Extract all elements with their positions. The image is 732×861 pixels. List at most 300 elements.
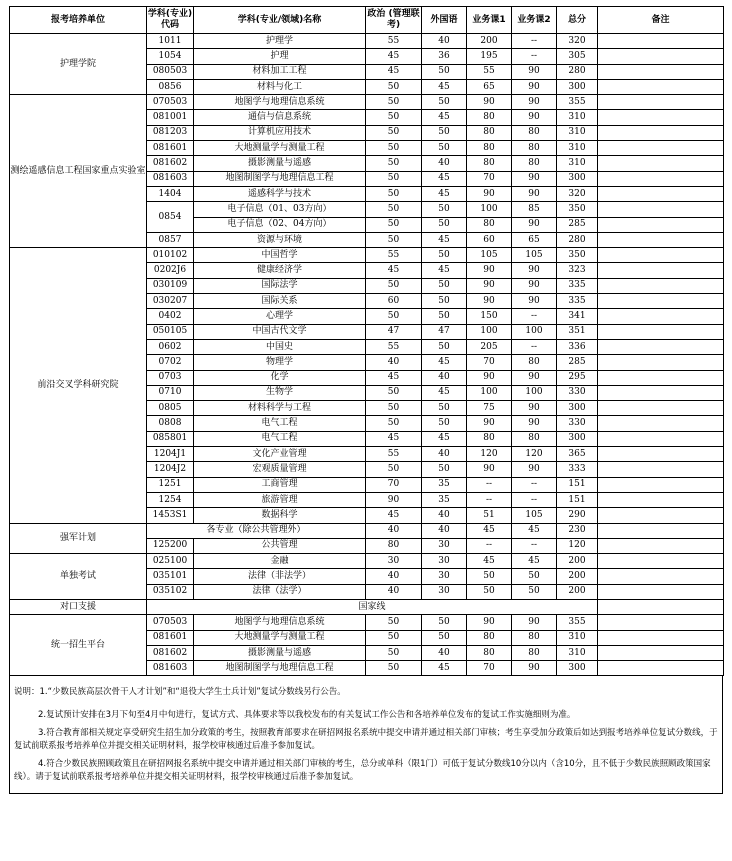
code-cell: 0805 bbox=[147, 401, 194, 416]
remark-cell bbox=[598, 554, 724, 569]
subject-name-cell: 遥感科学与技术 bbox=[194, 186, 366, 201]
total-score-cell: 280 bbox=[557, 64, 598, 79]
header-row bbox=[10, 7, 724, 34]
code-cell: 1404 bbox=[147, 186, 194, 201]
course2-score-cell: 85 bbox=[512, 202, 557, 217]
total-score-cell: 300 bbox=[557, 431, 598, 446]
foreign-language-score-cell: 50 bbox=[422, 309, 467, 324]
politics-score-cell: 50 bbox=[366, 661, 422, 676]
header-politics: 政治 (管理联考) bbox=[366, 7, 422, 34]
foreign-language-score-cell: 50 bbox=[422, 217, 467, 232]
subject-name-cell: 国际法学 bbox=[194, 278, 366, 293]
remark-cell bbox=[598, 401, 724, 416]
code-cell: 0856 bbox=[147, 79, 194, 94]
course2-score-cell: 80 bbox=[512, 630, 557, 645]
course2-score-cell: 100 bbox=[512, 385, 557, 400]
subject-name-cell: 中国古代文学 bbox=[194, 324, 366, 339]
politics-score-cell: 90 bbox=[366, 492, 422, 507]
remark-cell bbox=[598, 462, 724, 477]
course2-score-cell: 80 bbox=[512, 645, 557, 660]
course2-score-cell: 45 bbox=[512, 523, 557, 538]
foreign-language-score-cell: 40 bbox=[422, 34, 467, 49]
code-cell: 1251 bbox=[147, 477, 194, 492]
total-score-cell: 310 bbox=[557, 141, 598, 156]
course2-score-cell: 45 bbox=[512, 554, 557, 569]
remark-cell bbox=[598, 661, 724, 676]
table-row bbox=[10, 615, 724, 630]
code-cell: 070503 bbox=[147, 95, 194, 110]
notes-section bbox=[9, 676, 723, 794]
subject-name-cell: 摄影测量与遥感 bbox=[194, 156, 366, 171]
note-paragraph: 3.符合教育部相关规定享受研究生招生加分政策的考生，按照教育部要求在研招网报名系统中提交申请并通过相关部门审核；考生享受加分政策后如达到报考培养单位复试分数线，于复试前联系报考培养单位并提交相关证明材料，报学校审核通过后准予参加复试。 bbox=[14, 728, 718, 751]
course2-score-cell: -- bbox=[512, 34, 557, 49]
course1-score-cell: 80 bbox=[467, 125, 512, 140]
subject-name-cell: 地图学与地理信息系统 bbox=[194, 615, 366, 630]
course1-score-cell: 75 bbox=[467, 401, 512, 416]
subject-name-cell: 材料加工工程 bbox=[194, 64, 366, 79]
course2-score-cell: 90 bbox=[512, 294, 557, 309]
politics-score-cell: 50 bbox=[366, 232, 422, 247]
course2-score-cell: 90 bbox=[512, 615, 557, 630]
politics-score-cell: 80 bbox=[366, 538, 422, 553]
subject-name-cell: 中国史 bbox=[194, 339, 366, 354]
unit-name-cell: 对口支援 bbox=[10, 599, 147, 614]
politics-score-cell: 50 bbox=[366, 202, 422, 217]
note-paragraph: 说明：1.“少数民族高层次骨干人才计划”和“退役大学生士兵计划”复试分数线另行公告。 bbox=[14, 687, 346, 698]
subject-name-cell: 国际关系 bbox=[194, 294, 366, 309]
remark-cell bbox=[598, 385, 724, 400]
total-score-cell: 330 bbox=[557, 385, 598, 400]
course2-score-cell: 90 bbox=[512, 462, 557, 477]
course1-score-cell: 90 bbox=[467, 615, 512, 630]
course1-score-cell: 90 bbox=[467, 186, 512, 201]
foreign-language-score-cell: 40 bbox=[422, 523, 467, 538]
code-cell: 025100 bbox=[147, 554, 194, 569]
subject-name-cell: 旅游管理 bbox=[194, 492, 366, 507]
course1-score-cell: 80 bbox=[467, 645, 512, 660]
remark-cell bbox=[598, 110, 724, 125]
total-score-cell: 230 bbox=[557, 523, 598, 538]
course2-score-cell: 90 bbox=[512, 661, 557, 676]
course2-score-cell: 80 bbox=[512, 141, 557, 156]
remark-cell bbox=[598, 171, 724, 186]
remark-cell bbox=[598, 630, 724, 645]
foreign-language-score-cell: 50 bbox=[422, 64, 467, 79]
subject-name-cell: 法律（法学） bbox=[194, 584, 366, 599]
header-course1: 业务课1 bbox=[467, 7, 512, 34]
course1-score-cell: 150 bbox=[467, 309, 512, 324]
foreign-language-score-cell: 50 bbox=[422, 294, 467, 309]
politics-score-cell: 50 bbox=[366, 141, 422, 156]
course2-score-cell: 90 bbox=[512, 64, 557, 79]
remark-cell bbox=[598, 217, 724, 232]
politics-score-cell: 50 bbox=[366, 615, 422, 630]
politics-score-cell: 40 bbox=[366, 355, 422, 370]
code-cell: 030207 bbox=[147, 294, 194, 309]
remark-cell bbox=[598, 64, 724, 79]
code-cell: 1204J2 bbox=[147, 462, 194, 477]
subject-name-cell: 公共管理 bbox=[194, 538, 366, 553]
foreign-language-score-cell: 50 bbox=[422, 630, 467, 645]
code-cell: 030109 bbox=[147, 278, 194, 293]
subject-name-cell: 金融 bbox=[194, 554, 366, 569]
politics-score-cell: 50 bbox=[366, 309, 422, 324]
politics-score-cell: 47 bbox=[366, 324, 422, 339]
total-score-cell: 320 bbox=[557, 186, 598, 201]
course1-score-cell: 90 bbox=[467, 263, 512, 278]
subject-name-cell: 地图学与地理信息系统 bbox=[194, 95, 366, 110]
foreign-language-score-cell: 50 bbox=[422, 202, 467, 217]
code-cell: 0854 bbox=[147, 202, 194, 233]
subject-name-cell: 数据科学 bbox=[194, 508, 366, 523]
foreign-language-score-cell: 45 bbox=[422, 263, 467, 278]
total-score-cell: 200 bbox=[557, 584, 598, 599]
course1-score-cell: 45 bbox=[467, 523, 512, 538]
course2-score-cell: 105 bbox=[512, 248, 557, 263]
foreign-language-score-cell: 45 bbox=[422, 79, 467, 94]
foreign-language-score-cell: 30 bbox=[422, 569, 467, 584]
code-cell: 0702 bbox=[147, 355, 194, 370]
foreign-language-score-cell: 50 bbox=[422, 95, 467, 110]
politics-score-cell: 50 bbox=[366, 171, 422, 186]
course2-score-cell: -- bbox=[512, 492, 557, 507]
course2-score-cell: -- bbox=[512, 477, 557, 492]
course2-score-cell: 90 bbox=[512, 370, 557, 385]
politics-score-cell: 50 bbox=[366, 630, 422, 645]
course1-score-cell: -- bbox=[467, 538, 512, 553]
politics-score-cell: 55 bbox=[366, 248, 422, 263]
foreign-language-score-cell: 47 bbox=[422, 324, 467, 339]
course1-score-cell: 70 bbox=[467, 355, 512, 370]
header-name: 学科(专业/领域)名称 bbox=[194, 7, 366, 34]
total-score-cell: 341 bbox=[557, 309, 598, 324]
remark-cell bbox=[598, 370, 724, 385]
foreign-language-score-cell: 45 bbox=[422, 232, 467, 247]
subject-name-cell: 材料与化工 bbox=[194, 79, 366, 94]
remark-cell bbox=[598, 49, 724, 64]
course1-score-cell: 55 bbox=[467, 64, 512, 79]
course2-score-cell: 105 bbox=[512, 508, 557, 523]
code-cell: 010102 bbox=[147, 248, 194, 263]
foreign-language-score-cell: 45 bbox=[422, 186, 467, 201]
course1-score-cell: 80 bbox=[467, 110, 512, 125]
course1-score-cell: 205 bbox=[467, 339, 512, 354]
politics-score-cell: 50 bbox=[366, 462, 422, 477]
code-cell: 1453S1 bbox=[147, 508, 194, 523]
course2-score-cell: 80 bbox=[512, 431, 557, 446]
total-score-cell: 200 bbox=[557, 569, 598, 584]
total-score-cell: 333 bbox=[557, 462, 598, 477]
course2-score-cell: -- bbox=[512, 538, 557, 553]
course2-score-cell: 90 bbox=[512, 79, 557, 94]
note-paragraph: 4.符合少数民族照顾政策且在研招网报名系统中提交申请并通过相关部门审核的考生，总分或单科（限1门）可低于复试分数线10分以内（含10分，且不低于少数民族照顾政策国家线）。请于复试前联系报考培养单位并提交相关证明材料，报学校审核通过后准予参加复试。 bbox=[14, 759, 711, 782]
subject-name-cell: 护理 bbox=[194, 49, 366, 64]
subject-name-cell: 生物学 bbox=[194, 385, 366, 400]
remark-cell bbox=[598, 141, 724, 156]
subject-name-cell: 法律（非法学） bbox=[194, 569, 366, 584]
code-cell: 1054 bbox=[147, 49, 194, 64]
course2-score-cell: -- bbox=[512, 49, 557, 64]
course2-score-cell: 100 bbox=[512, 324, 557, 339]
remark-cell bbox=[598, 278, 724, 293]
course2-score-cell: 50 bbox=[512, 569, 557, 584]
header-foreign: 外国语 bbox=[422, 7, 467, 34]
politics-score-cell: 40 bbox=[366, 584, 422, 599]
course1-score-cell: 100 bbox=[467, 202, 512, 217]
code-cell: 0710 bbox=[147, 385, 194, 400]
course1-score-cell: 90 bbox=[467, 294, 512, 309]
remark-cell bbox=[598, 645, 724, 660]
politics-score-cell: 55 bbox=[366, 447, 422, 462]
foreign-language-score-cell: 45 bbox=[422, 171, 467, 186]
remark-cell bbox=[598, 355, 724, 370]
code-name-merged-cell: 各专业（除公共管理外） bbox=[147, 523, 366, 538]
code-cell: 081203 bbox=[147, 125, 194, 140]
total-score-cell: 200 bbox=[557, 554, 598, 569]
foreign-language-score-cell: 45 bbox=[422, 355, 467, 370]
remark-cell bbox=[598, 339, 724, 354]
politics-score-cell: 50 bbox=[366, 156, 422, 171]
total-score-cell: 320 bbox=[557, 34, 598, 49]
subject-name-cell: 文化产业管理 bbox=[194, 447, 366, 462]
code-cell: 1204J1 bbox=[147, 447, 194, 462]
unit-name-cell: 前沿交叉学科研究院 bbox=[10, 248, 147, 523]
course1-score-cell: 50 bbox=[467, 584, 512, 599]
course1-score-cell: 90 bbox=[467, 370, 512, 385]
course2-score-cell: 80 bbox=[512, 156, 557, 171]
code-cell: 081601 bbox=[147, 630, 194, 645]
header-unit: 报考培养单位 bbox=[10, 7, 147, 34]
course2-score-cell: 90 bbox=[512, 263, 557, 278]
remark-cell bbox=[598, 294, 724, 309]
code-cell: 035101 bbox=[147, 569, 194, 584]
course2-score-cell: 90 bbox=[512, 171, 557, 186]
subject-name-cell: 大地测量学与测量工程 bbox=[194, 141, 366, 156]
subject-name-cell: 通信与信息系统 bbox=[194, 110, 366, 125]
remark-cell bbox=[598, 324, 724, 339]
course1-score-cell: 80 bbox=[467, 141, 512, 156]
foreign-language-score-cell: 50 bbox=[422, 462, 467, 477]
code-cell: 080503 bbox=[147, 64, 194, 79]
course2-score-cell: 80 bbox=[512, 355, 557, 370]
header-course2: 业务课2 bbox=[512, 7, 557, 34]
total-score-cell: 335 bbox=[557, 294, 598, 309]
remark-cell bbox=[598, 416, 724, 431]
politics-score-cell: 50 bbox=[366, 401, 422, 416]
subject-name-cell: 健康经济学 bbox=[194, 263, 366, 278]
code-cell: 0857 bbox=[147, 232, 194, 247]
total-score-cell: 350 bbox=[557, 202, 598, 217]
subject-name-cell: 心理学 bbox=[194, 309, 366, 324]
total-score-cell: 290 bbox=[557, 508, 598, 523]
table-row bbox=[10, 248, 724, 263]
code-cell: 081602 bbox=[147, 156, 194, 171]
total-score-cell: 310 bbox=[557, 630, 598, 645]
foreign-language-score-cell: 40 bbox=[422, 645, 467, 660]
course1-score-cell: 80 bbox=[467, 217, 512, 232]
total-score-cell: 151 bbox=[557, 492, 598, 507]
remark-cell bbox=[598, 584, 724, 599]
total-score-cell: 310 bbox=[557, 645, 598, 660]
total-score-cell: 280 bbox=[557, 232, 598, 247]
course1-score-cell: 100 bbox=[467, 385, 512, 400]
subject-name-cell: 物理学 bbox=[194, 355, 366, 370]
politics-score-cell: 45 bbox=[366, 263, 422, 278]
remark-cell bbox=[598, 186, 724, 201]
course1-score-cell: -- bbox=[467, 477, 512, 492]
code-cell: 1254 bbox=[147, 492, 194, 507]
course1-score-cell: 80 bbox=[467, 431, 512, 446]
total-score-cell: 151 bbox=[557, 477, 598, 492]
course1-score-cell: 80 bbox=[467, 630, 512, 645]
code-cell: 035102 bbox=[147, 584, 194, 599]
course1-score-cell: 65 bbox=[467, 79, 512, 94]
remark-cell bbox=[598, 492, 724, 507]
subject-name-cell: 电子信息（01、03方向） bbox=[194, 202, 366, 217]
total-score-cell: 305 bbox=[557, 49, 598, 64]
code-cell: 0602 bbox=[147, 339, 194, 354]
foreign-language-score-cell: 36 bbox=[422, 49, 467, 64]
code-cell: 081603 bbox=[147, 661, 194, 676]
code-cell: 070503 bbox=[147, 615, 194, 630]
total-score-cell: 300 bbox=[557, 79, 598, 94]
subject-name-cell: 地图制图学与地理信息工程 bbox=[194, 661, 366, 676]
subject-name-cell: 电气工程 bbox=[194, 416, 366, 431]
remark-cell bbox=[598, 523, 724, 538]
course2-score-cell: 50 bbox=[512, 584, 557, 599]
remark-cell bbox=[598, 447, 724, 462]
unit-name-cell: 单独考试 bbox=[10, 554, 147, 600]
total-score-cell: 323 bbox=[557, 263, 598, 278]
unit-name-cell: 统一招生平台 bbox=[10, 615, 147, 676]
code-cell: 085801 bbox=[147, 431, 194, 446]
total-score-cell: 295 bbox=[557, 370, 598, 385]
unit-name-cell: 护理学院 bbox=[10, 34, 147, 95]
remark-cell bbox=[598, 431, 724, 446]
course1-score-cell: 90 bbox=[467, 278, 512, 293]
foreign-language-score-cell: 30 bbox=[422, 538, 467, 553]
code-cell: 081601 bbox=[147, 141, 194, 156]
politics-score-cell: 45 bbox=[366, 508, 422, 523]
remark-cell bbox=[598, 599, 724, 614]
politics-score-cell: 45 bbox=[366, 431, 422, 446]
politics-score-cell: 30 bbox=[366, 554, 422, 569]
foreign-language-score-cell: 50 bbox=[422, 615, 467, 630]
foreign-language-score-cell: 45 bbox=[422, 385, 467, 400]
course2-score-cell: 90 bbox=[512, 95, 557, 110]
course1-score-cell: 120 bbox=[467, 447, 512, 462]
subject-name-cell: 地图制图学与地理信息工程 bbox=[194, 171, 366, 186]
course1-score-cell: 105 bbox=[467, 248, 512, 263]
course2-score-cell: 90 bbox=[512, 401, 557, 416]
foreign-language-score-cell: 40 bbox=[422, 508, 467, 523]
subject-name-cell: 材料科学与工程 bbox=[194, 401, 366, 416]
remark-cell bbox=[598, 125, 724, 140]
course1-score-cell: 195 bbox=[467, 49, 512, 64]
course1-score-cell: 90 bbox=[467, 462, 512, 477]
foreign-language-score-cell: 30 bbox=[422, 584, 467, 599]
course1-score-cell: -- bbox=[467, 492, 512, 507]
code-cell: 125200 bbox=[147, 538, 194, 553]
subject-name-cell: 中国哲学 bbox=[194, 248, 366, 263]
course1-score-cell: 60 bbox=[467, 232, 512, 247]
table-row bbox=[10, 554, 724, 569]
total-score-cell: 335 bbox=[557, 278, 598, 293]
subject-name-cell: 宏观质量管理 bbox=[194, 462, 366, 477]
total-score-cell: 310 bbox=[557, 125, 598, 140]
code-cell: 0202J6 bbox=[147, 263, 194, 278]
table-row bbox=[10, 34, 724, 49]
total-score-cell: 300 bbox=[557, 401, 598, 416]
course1-score-cell: 200 bbox=[467, 34, 512, 49]
foreign-language-score-cell: 50 bbox=[422, 278, 467, 293]
total-score-cell: 365 bbox=[557, 447, 598, 462]
course2-score-cell: -- bbox=[512, 339, 557, 354]
foreign-language-score-cell: 50 bbox=[422, 248, 467, 263]
total-score-cell: 310 bbox=[557, 156, 598, 171]
table-row bbox=[10, 599, 724, 614]
foreign-language-score-cell: 40 bbox=[422, 447, 467, 462]
table-row bbox=[10, 523, 724, 538]
remark-cell bbox=[598, 309, 724, 324]
foreign-language-score-cell: 50 bbox=[422, 339, 467, 354]
course1-score-cell: 80 bbox=[467, 156, 512, 171]
code-cell: 1011 bbox=[147, 34, 194, 49]
course2-score-cell: -- bbox=[512, 309, 557, 324]
politics-score-cell: 50 bbox=[366, 278, 422, 293]
politics-score-cell: 70 bbox=[366, 477, 422, 492]
foreign-language-score-cell: 45 bbox=[422, 661, 467, 676]
course1-score-cell: 50 bbox=[467, 569, 512, 584]
header-code: 学科(专业)代码 bbox=[147, 7, 194, 34]
foreign-language-score-cell: 50 bbox=[422, 141, 467, 156]
code-cell: 050105 bbox=[147, 324, 194, 339]
foreign-language-score-cell: 35 bbox=[422, 477, 467, 492]
header-remark: 备注 bbox=[598, 7, 724, 34]
foreign-language-score-cell: 45 bbox=[422, 431, 467, 446]
course2-score-cell: 90 bbox=[512, 186, 557, 201]
subject-name-cell: 大地测量学与测量工程 bbox=[194, 630, 366, 645]
politics-score-cell: 55 bbox=[366, 34, 422, 49]
total-score-cell: 355 bbox=[557, 95, 598, 110]
subject-name-cell: 工商管理 bbox=[194, 477, 366, 492]
course2-score-cell: 65 bbox=[512, 232, 557, 247]
politics-score-cell: 50 bbox=[366, 125, 422, 140]
remark-cell bbox=[598, 232, 724, 247]
remark-cell bbox=[598, 508, 724, 523]
subject-name-cell: 化学 bbox=[194, 370, 366, 385]
total-score-cell: 355 bbox=[557, 615, 598, 630]
politics-score-cell: 60 bbox=[366, 294, 422, 309]
remark-cell bbox=[598, 569, 724, 584]
total-score-cell: 285 bbox=[557, 355, 598, 370]
course2-score-cell: 90 bbox=[512, 217, 557, 232]
politics-score-cell: 40 bbox=[366, 569, 422, 584]
course1-score-cell: 70 bbox=[467, 661, 512, 676]
code-cell: 0703 bbox=[147, 370, 194, 385]
remark-cell bbox=[598, 263, 724, 278]
total-score-cell: 350 bbox=[557, 248, 598, 263]
politics-score-cell: 45 bbox=[366, 49, 422, 64]
unit-name-cell: 测绘遥感信息工程国家重点实验室 bbox=[10, 95, 147, 248]
course1-score-cell: 100 bbox=[467, 324, 512, 339]
politics-score-cell: 50 bbox=[366, 79, 422, 94]
politics-score-cell: 45 bbox=[366, 370, 422, 385]
course1-score-cell: 70 bbox=[467, 171, 512, 186]
course2-score-cell: 90 bbox=[512, 110, 557, 125]
politics-score-cell: 50 bbox=[366, 416, 422, 431]
total-score-cell: 120 bbox=[557, 538, 598, 553]
